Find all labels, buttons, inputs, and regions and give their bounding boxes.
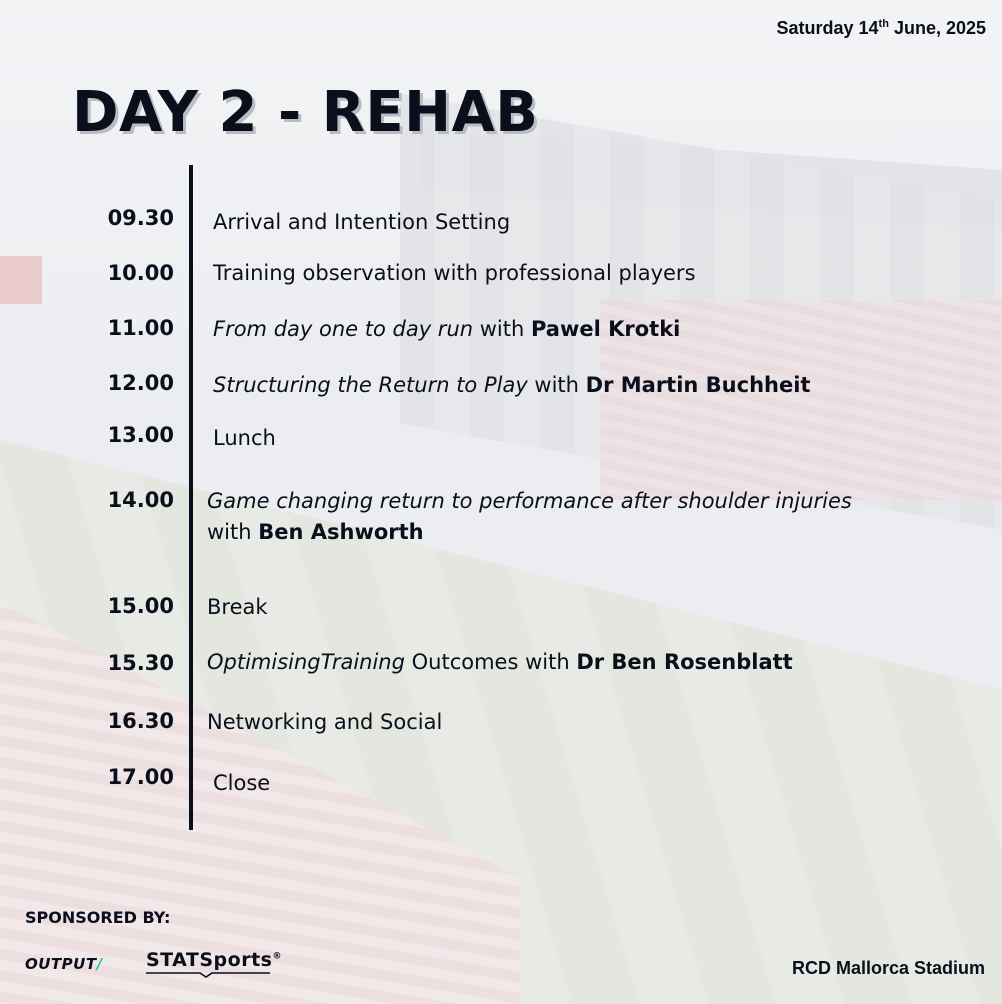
slot-time: 16.30 — [107, 709, 174, 733]
slot-time: 10.00 — [107, 261, 174, 285]
speaker-name: Ben Ashworth — [258, 520, 424, 544]
session-title: OptimisingTraining — [207, 650, 405, 674]
statsports-swoosh-icon — [146, 972, 270, 978]
statsports-logo: STATSports® — [146, 949, 282, 971]
slot-description: Training observation with professional players — [213, 261, 696, 285]
session-title: From day one to day run — [213, 317, 474, 341]
output-slash-icon: / — [96, 955, 103, 973]
slot-description: Arrival and Intention Setting — [213, 210, 511, 234]
slot-description: Game changing return to performance after shoulder injuries with Ben Ashworth — [207, 489, 852, 544]
speaker-name: Pawel Krotki — [530, 317, 681, 341]
slot-description: From day one to day run with Pawel Krotki — [213, 317, 681, 341]
session-title: Structuring the Return to Play — [213, 373, 528, 397]
slot-description: Structuring the Return to Play with Dr Martin Buchheit — [213, 373, 811, 397]
timeline-divider — [189, 165, 193, 830]
slot-time: 17.00 — [107, 765, 174, 789]
slot-description: Close — [213, 771, 271, 795]
sponsored-by-label: SPONSORED BY: — [25, 908, 171, 927]
slot-time: 14.00 — [107, 488, 174, 512]
slot-time: 09.30 — [107, 206, 174, 230]
slot-description: Break — [207, 595, 268, 619]
slot-description: Networking and Social — [207, 710, 443, 734]
slot-time: 11.00 — [107, 316, 174, 340]
page-title: DAY 2 - REHAB — [72, 80, 539, 145]
slot-time: 15.00 — [107, 594, 174, 618]
speaker-name: Dr Martin Buchheit — [585, 373, 811, 397]
slot-time: 15.30 — [107, 651, 174, 675]
slot-time: 13.00 — [107, 423, 174, 447]
venue-name: RCD Mallorca Stadium — [791, 958, 985, 978]
output-sports-logo: OUTPUT/ — [25, 955, 103, 973]
slot-description: Lunch — [213, 426, 276, 450]
speaker-name: Dr Ben Rosenblatt — [576, 650, 793, 674]
event-date: Saturday 14th June, 2025 — [776, 18, 986, 38]
slot-description: OptimisingTraining Outcomes with Dr Ben Rosenblatt — [207, 650, 793, 674]
slot-time: 12.00 — [107, 371, 174, 395]
session-title: Game changing return to performance after shoulder injuries — [207, 489, 852, 513]
